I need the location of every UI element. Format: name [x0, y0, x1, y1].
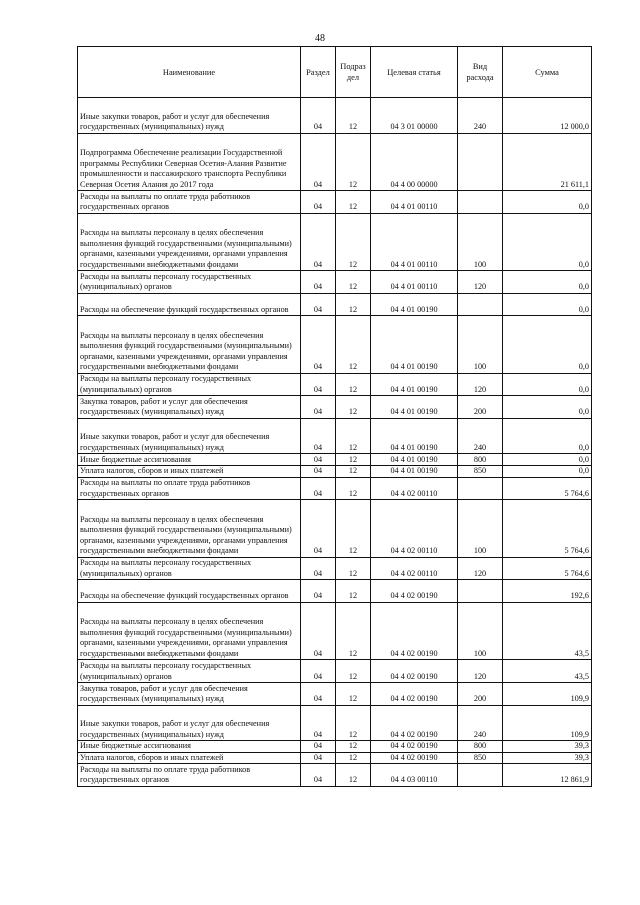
row-target: 04 4 02 00190 — [371, 741, 458, 753]
row-section: 04 — [301, 133, 336, 191]
row-subsection: 12 — [336, 683, 371, 706]
row-subsection: 12 — [336, 191, 371, 214]
row-subsection: 12 — [336, 602, 371, 660]
row-section: 04 — [301, 705, 336, 741]
row-target: 04 4 01 00190 — [371, 373, 458, 396]
row-type: 200 — [458, 683, 503, 706]
row-name: Закупка товаров, работ и услуг для обеспечения государственных (муниципальных) нужд — [78, 683, 301, 706]
row-name: Иные закупки товаров, работ и услуг для обеспечения государственных (муниципальных) нужд — [78, 705, 301, 741]
row-name: Закупка товаров, работ и услуг для обеспечения государственных (муниципальных) нужд — [78, 396, 301, 419]
table-row — [78, 293, 592, 316]
table-row — [78, 133, 592, 191]
row-type: 200 — [458, 396, 503, 419]
row-section: 04 — [301, 741, 336, 753]
table-row — [78, 660, 592, 683]
header-subsection: Подраз дел — [336, 47, 371, 98]
row-section: 04 — [301, 271, 336, 294]
table-row — [78, 98, 592, 134]
row-sum: 39,3 — [503, 741, 592, 753]
row-type: 800 — [458, 741, 503, 753]
row-section: 04 — [301, 580, 336, 603]
row-subsection: 12 — [336, 213, 371, 271]
row-target: 04 4 01 00190 — [371, 466, 458, 478]
row-sum: 21 611,1 — [503, 133, 592, 191]
header-type: Вид расхода — [458, 47, 503, 98]
row-sum: 5 764,6 — [503, 557, 592, 580]
table-row — [78, 191, 592, 214]
row-section: 04 — [301, 660, 336, 683]
row-type — [458, 764, 503, 787]
row-type — [458, 293, 503, 316]
row-subsection: 12 — [336, 454, 371, 466]
row-sum: 43,5 — [503, 602, 592, 660]
row-section: 04 — [301, 396, 336, 419]
row-subsection: 12 — [336, 466, 371, 478]
row-subsection: 12 — [336, 293, 371, 316]
row-name: Иные закупки товаров, работ и услуг для обеспечения государственных (муниципальных) нужд — [78, 418, 301, 454]
header-target: Целевая статья — [371, 47, 458, 98]
header-sum: Сумма — [503, 47, 592, 98]
table-row — [78, 213, 592, 271]
header-section: Раздел — [301, 47, 336, 98]
row-type: 120 — [458, 660, 503, 683]
row-sum: 0,0 — [503, 418, 592, 454]
row-type: 240 — [458, 98, 503, 134]
table-row — [78, 741, 592, 753]
table-row — [78, 466, 592, 478]
row-type — [458, 580, 503, 603]
row-type: 120 — [458, 271, 503, 294]
row-type — [458, 191, 503, 214]
table-row — [78, 752, 592, 764]
table-row — [78, 683, 592, 706]
row-sum: 5 764,6 — [503, 500, 592, 558]
row-sum: 0,0 — [503, 396, 592, 419]
row-sum: 0,0 — [503, 373, 592, 396]
table-row — [78, 396, 592, 419]
row-name: Расходы на выплаты персоналу в целях обеспечения выполнения функций государственными (муниципальными) органами, казенными учреждениями, органами управления государственными внебюджетными фондами — [78, 602, 301, 660]
row-sum: 0,0 — [503, 466, 592, 478]
row-type — [458, 133, 503, 191]
row-name: Уплата налогов, сборов и иных платежей — [78, 466, 301, 478]
row-target: 04 4 02 00190 — [371, 752, 458, 764]
row-section: 04 — [301, 316, 336, 374]
table-row — [78, 580, 592, 603]
row-subsection: 12 — [336, 316, 371, 374]
table-row — [78, 705, 592, 741]
row-subsection: 12 — [336, 752, 371, 764]
row-sum: 0,0 — [503, 454, 592, 466]
row-name: Иные закупки товаров, работ и услуг для обеспечения государственных (муниципальных) нужд — [78, 98, 301, 134]
row-type: 850 — [458, 752, 503, 764]
row-target: 04 4 01 00190 — [371, 316, 458, 374]
row-subsection: 12 — [336, 660, 371, 683]
row-section: 04 — [301, 466, 336, 478]
row-sum: 12 861,9 — [503, 764, 592, 787]
page-number: 48 — [315, 33, 325, 44]
header-row — [78, 47, 592, 98]
row-subsection: 12 — [336, 98, 371, 134]
row-type: 100 — [458, 213, 503, 271]
row-section: 04 — [301, 557, 336, 580]
row-target: 04 4 01 00190 — [371, 418, 458, 454]
row-type: 240 — [458, 418, 503, 454]
row-type: 100 — [458, 500, 503, 558]
row-type — [458, 477, 503, 500]
row-name: Расходы на выплаты персоналу в целях обеспечения выполнения функций государственными (муниципальными) органами, казенными учреждениями, органами управления государственными внебюджетными фондами — [78, 500, 301, 558]
row-section: 04 — [301, 191, 336, 214]
row-subsection: 12 — [336, 373, 371, 396]
row-target: 04 4 01 00190 — [371, 396, 458, 419]
row-subsection: 12 — [336, 764, 371, 787]
table-row — [78, 477, 592, 500]
row-name: Расходы на выплаты персоналу в целях обеспечения выполнения функций государственными (муниципальными) органами, казенными учреждениями, органами управления государственными внебюджетными фондами — [78, 213, 301, 271]
row-subsection: 12 — [336, 705, 371, 741]
table-row — [78, 271, 592, 294]
row-type: 240 — [458, 705, 503, 741]
row-section: 04 — [301, 500, 336, 558]
row-target: 04 4 02 00190 — [371, 580, 458, 603]
row-section: 04 — [301, 293, 336, 316]
row-subsection: 12 — [336, 396, 371, 419]
row-name: Расходы на обеспечение функций государственных органов — [78, 580, 301, 603]
row-name: Расходы на выплаты по оплате труда работников государственных органов — [78, 764, 301, 787]
table-row — [78, 764, 592, 787]
row-type: 100 — [458, 316, 503, 374]
row-section: 04 — [301, 454, 336, 466]
row-target: 04 4 02 00110 — [371, 557, 458, 580]
row-section: 04 — [301, 752, 336, 764]
row-name: Подпрограмма Обеспечение реализации Государственной программы Республики Северная Осетия-Алания Развитие промышленности и пассажирского транспорта Республики Северная Осетия Алания до 2017 года — [78, 133, 301, 191]
row-name: Расходы на выплаты персоналу в целях обеспечения выполнения функций государственными (муниципальными) органами, казенными учреждениями, органами управления государственными внебюджетными фондами — [78, 316, 301, 374]
row-sum: 0,0 — [503, 271, 592, 294]
row-target: 04 4 01 00110 — [371, 191, 458, 214]
row-name: Уплата налогов, сборов и иных платежей — [78, 752, 301, 764]
table-row — [78, 418, 592, 454]
row-sum: 39,3 — [503, 752, 592, 764]
row-sum: 0,0 — [503, 213, 592, 271]
row-target: 04 4 02 00190 — [371, 705, 458, 741]
row-sum: 109,9 — [503, 705, 592, 741]
row-type: 120 — [458, 373, 503, 396]
row-target: 04 4 02 00190 — [371, 602, 458, 660]
row-target: 04 4 02 00190 — [371, 683, 458, 706]
row-sum: 12 000,0 — [503, 98, 592, 134]
row-target: 04 4 02 00110 — [371, 500, 458, 558]
row-section: 04 — [301, 418, 336, 454]
row-subsection: 12 — [336, 133, 371, 191]
row-subsection: 12 — [336, 580, 371, 603]
header-name: Наименование — [78, 47, 301, 98]
table-row — [78, 316, 592, 374]
row-name: Расходы на обеспечение функций государственных органов — [78, 293, 301, 316]
row-name: Расходы на выплаты персоналу государственных (муниципальных) органов — [78, 660, 301, 683]
row-name: Расходы на выплаты персоналу государственных (муниципальных) органов — [78, 557, 301, 580]
table-row — [78, 557, 592, 580]
table-row — [78, 454, 592, 466]
row-target: 04 3 01 00000 — [371, 98, 458, 134]
row-name: Иные бюджетные ассигнования — [78, 454, 301, 466]
budget-table — [77, 46, 592, 787]
row-section: 04 — [301, 683, 336, 706]
row-target: 04 4 01 00190 — [371, 293, 458, 316]
row-sum: 0,0 — [503, 191, 592, 214]
row-target: 04 4 00 00000 — [371, 133, 458, 191]
row-subsection: 12 — [336, 477, 371, 500]
row-name: Расходы на выплаты персоналу государственных (муниципальных) органов — [78, 271, 301, 294]
row-type: 850 — [458, 466, 503, 478]
row-section: 04 — [301, 764, 336, 787]
row-subsection: 12 — [336, 741, 371, 753]
row-section: 04 — [301, 477, 336, 500]
row-subsection: 12 — [336, 418, 371, 454]
row-type: 800 — [458, 454, 503, 466]
row-section: 04 — [301, 98, 336, 134]
table-row — [78, 373, 592, 396]
row-sum: 192,6 — [503, 580, 592, 603]
row-target: 04 4 01 00110 — [371, 271, 458, 294]
row-target: 04 4 02 00190 — [371, 660, 458, 683]
row-subsection: 12 — [336, 500, 371, 558]
row-section: 04 — [301, 373, 336, 396]
row-sum: 43,5 — [503, 660, 592, 683]
row-target: 04 4 02 00110 — [371, 477, 458, 500]
row-subsection: 12 — [336, 557, 371, 580]
row-sum: 109,9 — [503, 683, 592, 706]
row-subsection: 12 — [336, 271, 371, 294]
row-name: Расходы на выплаты по оплате труда работников государственных органов — [78, 191, 301, 214]
row-name: Расходы на выплаты персоналу государственных (муниципальных) органов — [78, 373, 301, 396]
table-row — [78, 500, 592, 558]
row-target: 04 4 01 00110 — [371, 213, 458, 271]
table-row — [78, 602, 592, 660]
row-sum: 0,0 — [503, 316, 592, 374]
row-section: 04 — [301, 602, 336, 660]
row-sum: 5 764,6 — [503, 477, 592, 500]
row-type: 120 — [458, 557, 503, 580]
row-target: 04 4 03 00110 — [371, 764, 458, 787]
row-target: 04 4 01 00190 — [371, 454, 458, 466]
row-type: 100 — [458, 602, 503, 660]
row-name: Иные бюджетные ассигнования — [78, 741, 301, 753]
row-section: 04 — [301, 213, 336, 271]
row-sum: 0,0 — [503, 293, 592, 316]
row-name: Расходы на выплаты по оплате труда работников государственных органов — [78, 477, 301, 500]
